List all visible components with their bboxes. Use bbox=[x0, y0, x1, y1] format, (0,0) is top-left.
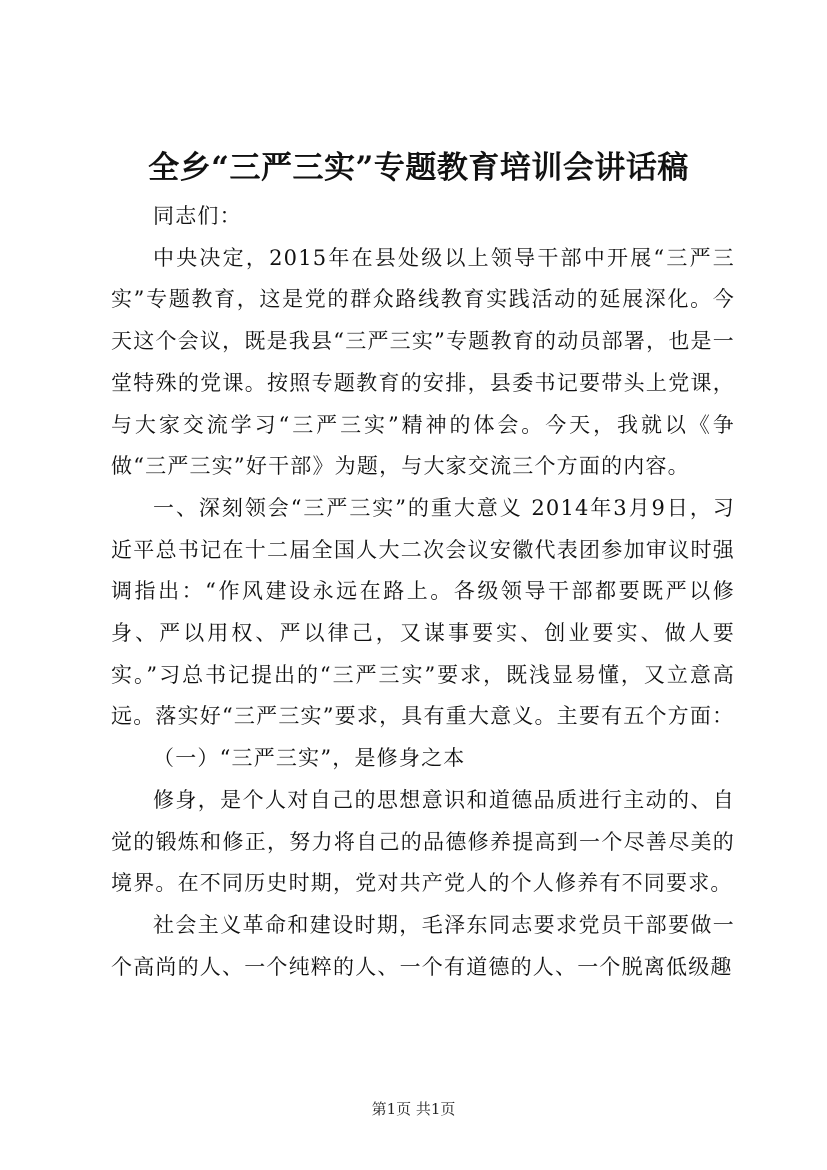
document-body bbox=[111, 196, 735, 988]
page-footer: 第1页 共1页 bbox=[371, 1100, 456, 1118]
salutation-paragraph: 同志们： bbox=[153, 204, 242, 228]
body-paragraph: 社会主义革命和建设时期，毛泽东同志要求党员干部要做一个高尚的人、一个纯粹的人、一个有道德的人、一个脱离低级趣 bbox=[111, 912, 735, 979]
document-title: 全乡“三严三实”专题教育培训会讲话稿 bbox=[148, 150, 689, 186]
body-paragraph: 一、深刻领会“三严三实”的重大意义 2014年3月9日，习近平总书记在十二届全国人大二次会议安徽代表团参加审议时强调指出：“作风建设永远在路上。各级领导干部都要既严以修身、严以用权、严以律己，又谋事要实、创业要实、做人要实。”习总书记提出的“三严三实”要求，既浅显易懂，又立意高远。落实好“三严三实”要求，具有重大意义。主要有五个方面： bbox=[111, 495, 735, 729]
section-subheading: （一）“三严三实”，是修身之本 bbox=[153, 746, 466, 771]
body-paragraph: 中央决定，2015年在县处级以上领导干部中开展“三严三实”专题教育，这是党的群众路线教育实践活动的延展深化。今天这个会议，既是我县“三严三实”专题教育的动员部署，也是一堂特殊的党课。按照专题教育的安排，县委书记要带头上党课，与大家交流学习“三严三实”精神的体会。今天，我就以《争做“三严三实”好干部》为题，与大家交流三个方面的内容。 bbox=[111, 245, 735, 479]
body-paragraph: 修身，是个人对自己的思想意识和道德品质进行主动的、自觉的锻炼和修正，努力将自己的品德修养提高到一个尽善尽美的境界。在不同历史时期，党对共产党人的个人修养有不同要求。 bbox=[111, 787, 735, 896]
